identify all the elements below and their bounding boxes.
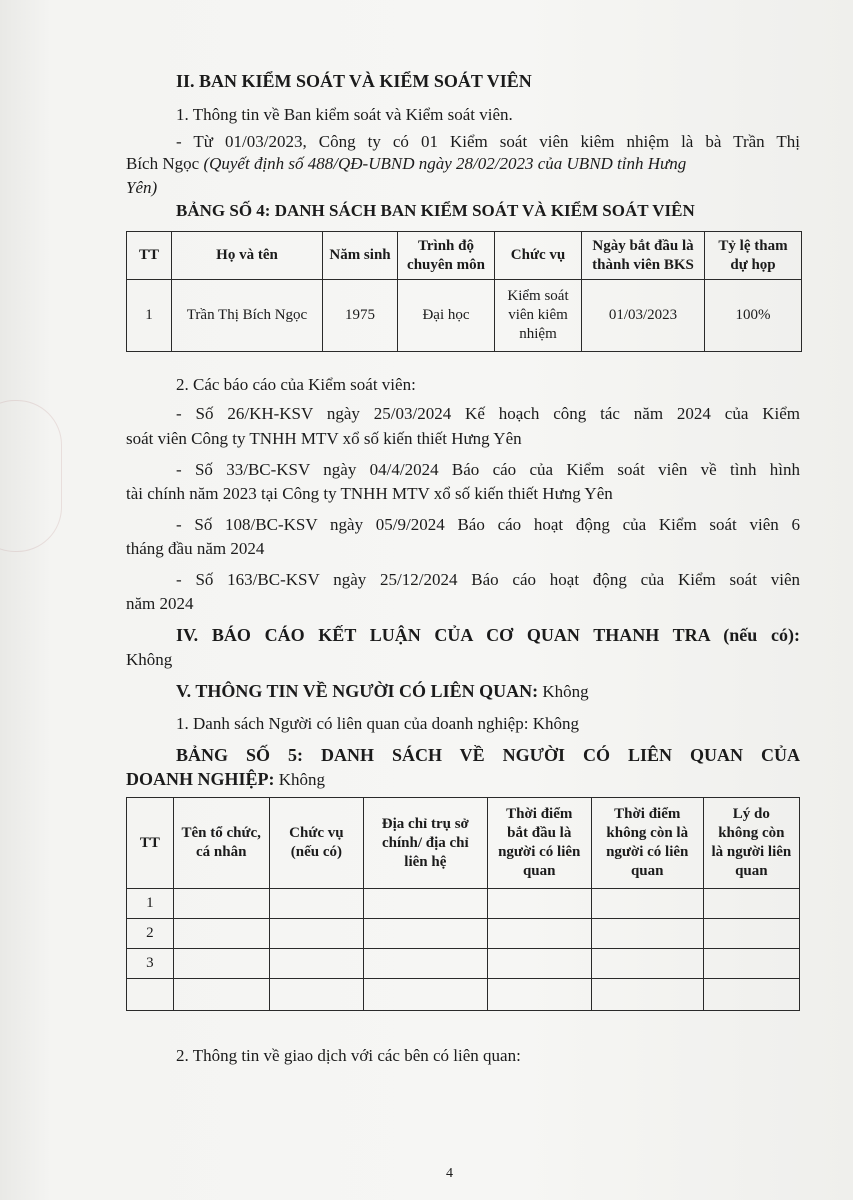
table-5-title-line-2 [126, 768, 325, 791]
section-5-item-1: 1. Danh sách Người có liên quan của doanh nghiệp: Không [176, 714, 579, 733]
text: bắt đầu là [507, 825, 572, 841]
title-text: DOANH NGHIỆP: [126, 769, 275, 789]
cell-empty [487, 949, 591, 979]
cell-empty [269, 949, 363, 979]
cell-empty [487, 979, 591, 1011]
cell-empty [173, 919, 269, 949]
section-4-heading: IV. BÁO CÁO KẾT LUẬN CỦA CƠ QUAN THANH TRA (nếu có): [176, 625, 800, 645]
page-number: 4 [446, 1166, 453, 1181]
header-start-time [487, 798, 591, 889]
header-end-time [591, 798, 703, 889]
cell-birth: 1975 [323, 280, 398, 352]
cell-empty [703, 979, 799, 1011]
header-tt: TT [127, 798, 174, 889]
text: chính/ địa chỉ [381, 834, 469, 851]
header-organization [173, 798, 269, 889]
section-5-heading [176, 680, 589, 703]
table-row [127, 919, 800, 949]
heading-value: Không [538, 682, 589, 701]
text: Tên tổ chức, [181, 825, 261, 841]
cell-empty [269, 889, 363, 919]
report-3-line-2: tháng đầu năm 2024 [126, 539, 265, 558]
header-birth: Năm sinh [323, 232, 398, 280]
report-1-line-2: soát viên Công ty TNHH MTV xổ số kiến thiết Hưng Yên [126, 429, 522, 448]
para-text: Bích Ngọc [126, 154, 204, 173]
cell-empty [591, 949, 703, 979]
section-2-para-1-line-2 [126, 153, 686, 175]
header-position: Chức vụ [495, 232, 582, 280]
title-value: Không [274, 770, 326, 789]
report-2-line-1: - Số 33/BC-KSV ngày 04/4/2024 Báo cáo của Kiểm soát viên về tình hình [176, 460, 800, 479]
report-2-line-2: tài chính năm 2023 tại Công ty TNHH MTV xổ số kiến thiết Hưng Yên [126, 484, 613, 503]
cell-empty [173, 979, 269, 1011]
cell-empty [269, 979, 363, 1011]
cell-empty [703, 889, 799, 919]
text: quan [630, 863, 664, 879]
section-2-heading: II. BAN KIỂM SOÁT VÀ KIỂM SOÁT VIÊN [176, 71, 532, 91]
header-reason [703, 798, 799, 889]
cell-attendance-rate: 100% [705, 280, 802, 352]
text: viên kiêm [508, 307, 568, 323]
cell-empty [487, 889, 591, 919]
report-4-line-1: - Số 163/BC-KSV ngày 25/12/2024 Báo cáo hoạt động của Kiểm soát viên [176, 570, 800, 589]
text: Thời điểm [614, 806, 681, 822]
text: (nếu có) [290, 844, 342, 860]
text: người có liên [606, 844, 689, 860]
report-4-line-2: năm 2024 [126, 594, 194, 613]
cell-name: Trần Thị Bích Ngọc [172, 280, 323, 352]
header-start-date [582, 232, 705, 280]
text: Thời điểm [506, 806, 573, 822]
cell-tt: 1 [127, 280, 172, 352]
cell-position [495, 280, 582, 352]
text: Kiểm soát [507, 288, 569, 304]
header-attendance-rate [705, 232, 802, 280]
text: Địa chỉ trụ sở [381, 815, 469, 832]
text: Ngày bắt đầu là [592, 237, 694, 254]
header-position [269, 798, 363, 889]
cell-empty [363, 979, 487, 1011]
heading-text: V. THÔNG TIN VỀ NGƯỜI CÓ LIÊN QUAN: [176, 681, 539, 701]
table-4 [126, 231, 802, 352]
cell-education: Đại học [398, 280, 495, 352]
header-tt: TT [127, 232, 172, 280]
cell-empty [591, 889, 703, 919]
faded-stamp [0, 400, 62, 552]
cell-empty [591, 979, 703, 1011]
text: không còn [718, 825, 785, 841]
cell-empty [487, 919, 591, 949]
table-4-header-row [127, 232, 802, 280]
text: Chức vụ [289, 825, 344, 841]
header-education [398, 232, 495, 280]
cell-tt: 2 [127, 919, 174, 949]
text: thành viên BKS [592, 256, 694, 273]
text: dự họp [730, 256, 776, 273]
table-row [127, 979, 800, 1011]
section-4-value: Không [126, 650, 173, 669]
cell-empty [703, 919, 799, 949]
text: chuyên môn [407, 256, 485, 273]
text: Lý do [732, 806, 770, 822]
cell-tt: 3 [127, 949, 174, 979]
cell-empty [703, 949, 799, 979]
cell-empty [269, 919, 363, 949]
section-2-para-1-line-3: Yên) [126, 178, 158, 197]
cell-empty [363, 889, 487, 919]
cell-empty [173, 949, 269, 979]
text: không còn là [606, 825, 689, 841]
table-5-header-row [127, 798, 800, 889]
table-row [127, 949, 800, 979]
text: là người liên [711, 844, 792, 860]
table-5-title-line-1: BẢNG SỐ 5: DANH SÁCH VỀ NGƯỜI CÓ LIÊN QUAN CỦA [176, 745, 800, 765]
header-name: Họ và tên [172, 232, 323, 280]
text: quan [522, 863, 556, 879]
cell-start-date: 01/03/2023 [582, 280, 705, 352]
transactions-item-2: 2. Thông tin về giao dịch với các bên có liên quan: [176, 1046, 521, 1065]
report-3-line-1: - Số 108/BC-KSV ngày 05/9/2024 Báo cáo hoạt động của Kiểm soát viên 6 [176, 515, 800, 534]
table-4-title: BẢNG SỐ 4: DANH SÁCH BAN KIỂM SOÁT VÀ KIỂM SOÁT VIÊN [176, 201, 695, 220]
cell-empty [173, 889, 269, 919]
report-1-line-1: - Số 26/KH-KSV ngày 25/03/2024 Kế hoạch công tác năm 2024 của Kiểm [176, 404, 800, 423]
text: liên hệ [404, 853, 447, 870]
decision-reference: (Quyết định số 488/QĐ-UBND ngày 28/02/2023 của UBND tỉnh Hưng [203, 154, 687, 173]
cell-tt: 1 [127, 889, 174, 919]
table-row [127, 889, 800, 919]
table-row [127, 280, 802, 352]
header-address [363, 798, 487, 889]
text: Tỷ lệ tham [718, 237, 788, 254]
section-2-item-1: 1. Thông tin về Ban kiểm soát và Kiểm soát viên. [176, 105, 513, 124]
text: cá nhân [196, 844, 247, 860]
text: Trình độ [418, 237, 474, 254]
cell-empty [591, 919, 703, 949]
reports-item-2: 2. Các báo cáo của Kiểm soát viên: [176, 375, 416, 394]
cell-tt [127, 979, 174, 1011]
text: người có liên [498, 844, 581, 860]
text: nhiệm [519, 326, 557, 342]
cell-empty [363, 919, 487, 949]
section-2-para-1-line-1: - Từ 01/03/2023, Công ty có 01 Kiểm soát viên kiêm nhiệm là bà Trần Thị [176, 132, 800, 151]
text: quan [735, 863, 768, 879]
cell-empty [363, 949, 487, 979]
table-5 [126, 797, 800, 1011]
